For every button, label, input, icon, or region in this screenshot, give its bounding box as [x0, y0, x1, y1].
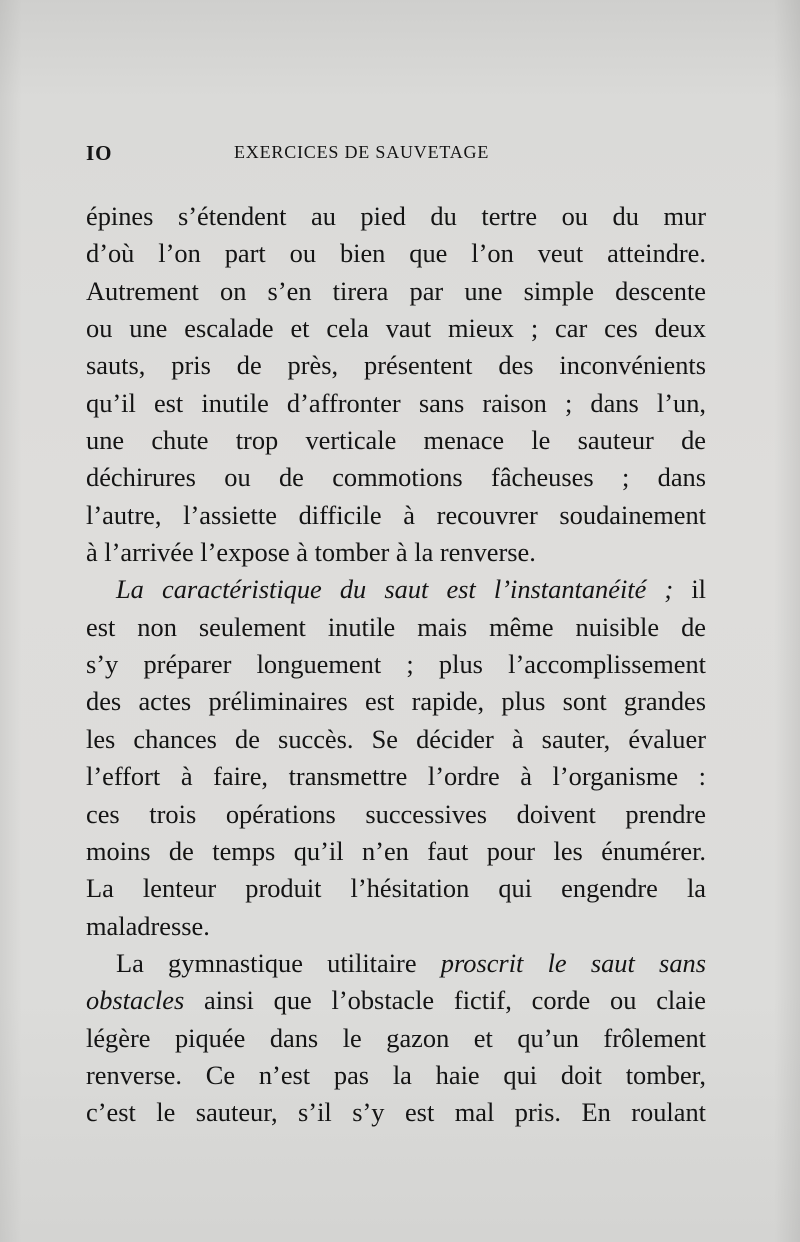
text-line [86, 273, 706, 310]
text-line [86, 758, 706, 795]
text-segment: déchirures ou de commotions fâcheuses ; dans [86, 462, 706, 493]
text-segment: ou une escalade et cela vaut mieux ; car ces deux [86, 313, 706, 344]
text-segment: La gymnastique utilitaire [116, 947, 441, 978]
text-segment: des actes préliminaires est rapide, plus sont grandes [86, 686, 706, 717]
text-segment: s’y préparer longuement ; plus l’accomplissement [86, 649, 706, 680]
text-line [86, 1057, 706, 1094]
text-segment: sauts, pris de près, présentent des inconvénients [86, 350, 706, 381]
text-line [86, 1094, 706, 1131]
text-line [86, 908, 706, 945]
text-segment: d’où l’on part ou bien que l’on veut atteindre. [86, 238, 706, 269]
running-title: EXERCICES DE SAUVETAGE [234, 142, 490, 162]
text-segment: une chute trop verticale menace le sauteur de [86, 425, 706, 456]
text-segment: légère piquée dans le gazon et qu’un frôlement [86, 1022, 706, 1053]
text-segment: ainsi que l’obstacle fictif, corde ou claie [184, 985, 706, 1016]
text-line [86, 1020, 706, 1057]
text-line [86, 796, 706, 833]
text-line [86, 534, 706, 571]
text-line [86, 870, 706, 907]
text-segment: moins de temps qu’il n’en faut pour les énumérer. [86, 835, 706, 866]
text-line [86, 609, 706, 646]
text-line [86, 945, 706, 982]
text-segment: il [673, 574, 706, 605]
text-line [86, 497, 706, 534]
italic-text: La caractéristique du saut est l’instantanéité ; [116, 574, 674, 605]
text-segment: est non seulement inutile mais même nuisible de [86, 611, 706, 642]
text-segment: qu’il est inutile d’affronter sans raison ; dans l’un, [86, 387, 706, 418]
body-text [86, 198, 706, 1132]
text-segment: à l’arrivée l’expose à tomber à la renverse. [86, 537, 536, 568]
page-edge-shadow-left [0, 0, 22, 1242]
text-segment: Autrement on s’en tirera par une simple descente [86, 275, 706, 306]
text-segment: ces trois opérations successives doivent prendre [86, 798, 706, 829]
text-line [86, 683, 706, 720]
text-segment: renverse. Ce n’est pas la haie qui doit tomber, [86, 1059, 706, 1090]
text-segment: La lenteur produit l’hésitation qui engendre la [86, 873, 706, 904]
running-head [86, 141, 706, 171]
text-line [86, 422, 706, 459]
text-line [86, 385, 706, 422]
text-segment: c’est le sauteur, s’il s’y est mal pris. En roulant [86, 1097, 706, 1128]
text-line [86, 982, 706, 1019]
italic-text: proscrit le saut sans [440, 947, 706, 978]
text-line [86, 571, 706, 608]
page-number: IO [86, 141, 113, 165]
page-edge-shadow-right [774, 0, 800, 1242]
text-line [86, 347, 706, 384]
italic-text: obstacles [86, 985, 185, 1016]
text-segment: l’effort à faire, transmettre l’ordre à l’organisme : [86, 761, 706, 792]
text-line [86, 721, 706, 758]
text-segment: maladresse. [86, 910, 210, 941]
text-line [86, 310, 706, 347]
text-line [86, 198, 706, 235]
text-segment: épines s’étendent au pied du tertre ou du mur [86, 201, 706, 231]
text-line [86, 235, 706, 272]
text-segment: les chances de succès. Se décider à sauter, évaluer [86, 723, 706, 754]
text-line [86, 459, 706, 496]
text-segment: l’autre, l’assiette difficile à recouvrer soudainement [86, 499, 706, 530]
text-line [86, 833, 706, 870]
text-line [86, 646, 706, 683]
